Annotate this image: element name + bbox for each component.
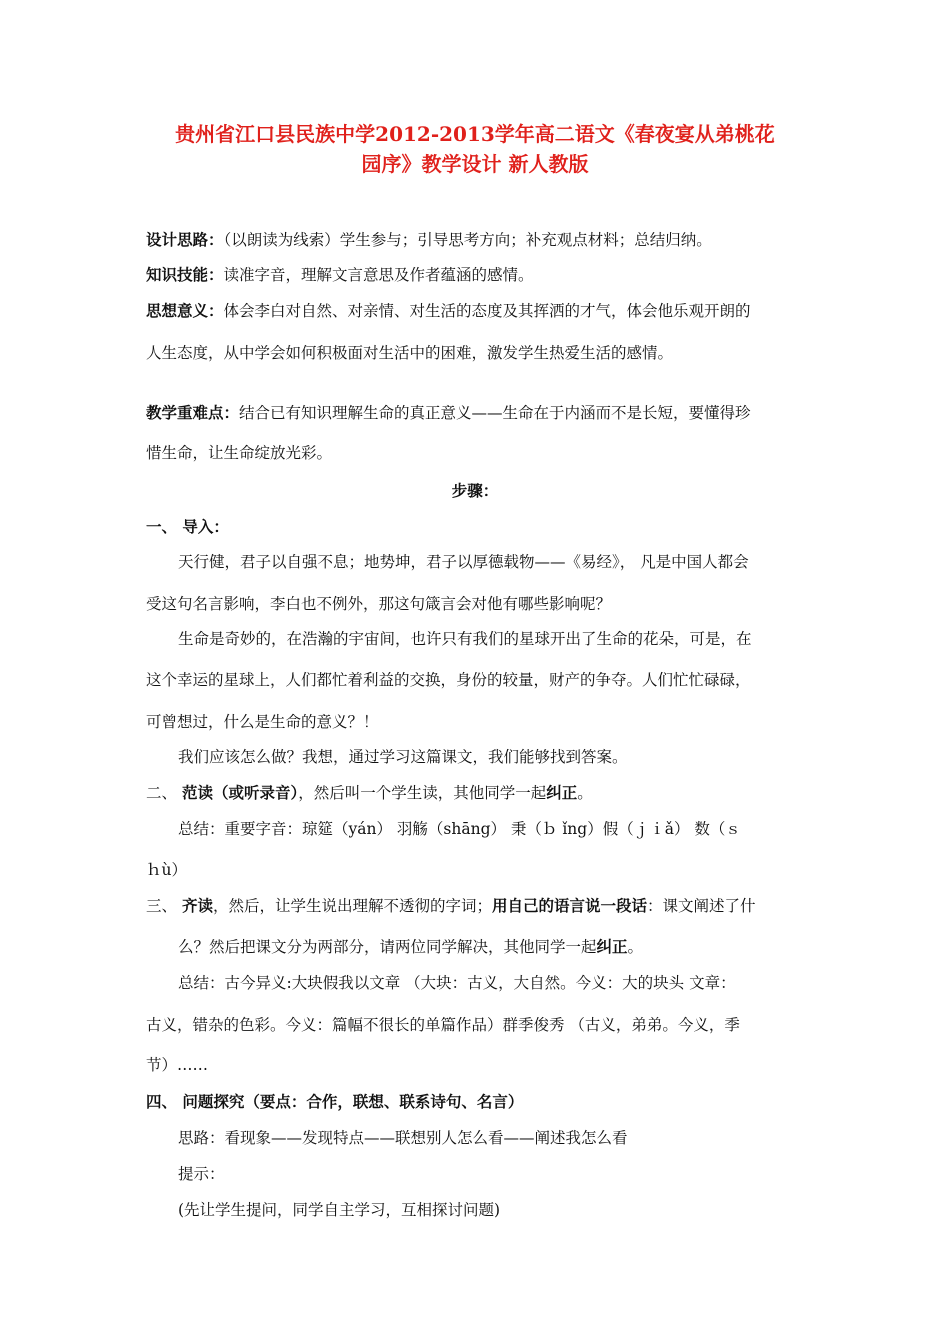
meaning-text-1: 体会李白对自然、对亲情、对生活的态度及其挥洒的才气，体会他乐观开朗的 [223,302,751,320]
key-text-1: 结合已有知识理解生命的真正意义——生命在于内涵而不是长短，要懂得珍 [239,404,751,422]
section-4-heading: 四、 问题探究（要点：合作，联想、联系诗句、名言） [146,1092,524,1111]
section-1-heading: 一、 导入： [146,517,229,536]
section-2-number: 二、 [146,784,182,802]
section-1-p1-line2: 受这句名言影响，李白也不例外，那这句箴言会对他有哪些影响呢？ [146,595,612,613]
design-label: 设计思路： [146,230,224,249]
design-text: （以朗读为线索）学生参与；引导思考方向；补充观点材料；总结归纳。 [223,231,712,249]
section-1-p3: 我们应该怎么做？我想，通过学习这篇课文，我们能够找到答案。 [178,748,628,766]
key-paragraph [146,401,751,423]
section-3-bold-2: 用自己的语言说一段话 [491,896,647,915]
section-3-number: 三、 [146,897,182,915]
document-title-line-2: 园序》教学设计 新人教版 [361,152,589,176]
skills-label: 知识技能： [146,265,224,284]
section-3-line-2 [178,935,643,957]
section-1-p2-line1: 生命是奇妙的，在浩瀚的宇宙间，也许只有我们的星球开出了生命的花朵，可是，在 [178,630,752,648]
section-1-p1-line1: 天行健，君子以自强不息；地势坤，君子以厚德载物——《易经》， 凡是中国人都会 [178,553,749,571]
meaning-text-2: 人生态度，从中学会如何积极面对生活中的困难，激发学生热爱生活的感情。 [146,344,674,362]
section-3-bold-1: 齐读 [181,896,213,915]
section-3-line-2-end: 。 [627,938,644,956]
skills-paragraph [146,263,534,285]
section-1-p2-line2: 这个幸运的星球上，人们都忙着利益的交换，身份的较量，财产的争夺。人们忙忙碌碌， [146,671,751,689]
section-2-summary-line1: 总结：重要字音：琼筵（yán） 羽觞（shāng） 秉（ｂ ǐng）假（ｊｉǎ） 数（ｓ [178,820,741,838]
section-3-line-2-text: 么？然后把课文分为两部分，请两位同学解决，其他同学一起 [178,938,597,956]
section-2-summary-line2: ｈù） [146,861,187,879]
section-2-line [146,781,593,803]
section-4-idea: 思路：看现象——发现特点——联想别人怎么看——阐述我怎么看 [178,1129,628,1147]
section-3-line-2-bold: 纠正 [596,937,628,956]
section-2-bold-1: 范读（或听录音） [181,783,299,802]
document-title-line-1: 贵州省江口县民族中学2012-2013学年高二语文《春夜宴从弟桃花 [175,122,775,146]
section-3-summary-line1: 总结：古今异义:大块假我以文章 （大块：古义，大自然。今义：大的块头 文章： [178,974,736,992]
section-2-bold-2: 纠正 [546,783,578,802]
meaning-label: 思想意义： [146,301,224,320]
section-3-line [146,894,756,916]
section-3-text-2: ：课文阐述了什 [646,897,756,915]
steps-heading: 步骤： [451,481,499,500]
section-3-summary-line2: 古义，错杂的色彩。今义：篇幅不很长的单篇作品）群季俊秀 （古义，弟弟。今义，季 [146,1016,740,1034]
design-paragraph [146,228,712,250]
section-1-p2-line3: 可曾想过，什么是生命的意义？！ [146,713,379,731]
meaning-paragraph [146,299,751,321]
key-label: 教学重难点： [146,403,240,422]
section-3-text-1: ，然后，让学生说出理解不透彻的字词； [212,897,492,915]
section-4-hint: 提示： [178,1165,225,1183]
section-2-end: 。 [577,784,593,802]
skills-text: 读准字音，理解文言意思及作者蕴涵的感情。 [223,266,534,284]
section-4-note: (先让学生提问，同学自主学习，互相探讨问题) [178,1201,501,1219]
key-text-2: 惜生命，让生命绽放光彩。 [146,444,333,462]
section-3-summary-line3: 节）…… [146,1056,209,1074]
section-2-text: ，然后叫一个学生读，其他同学一起 [298,784,547,802]
